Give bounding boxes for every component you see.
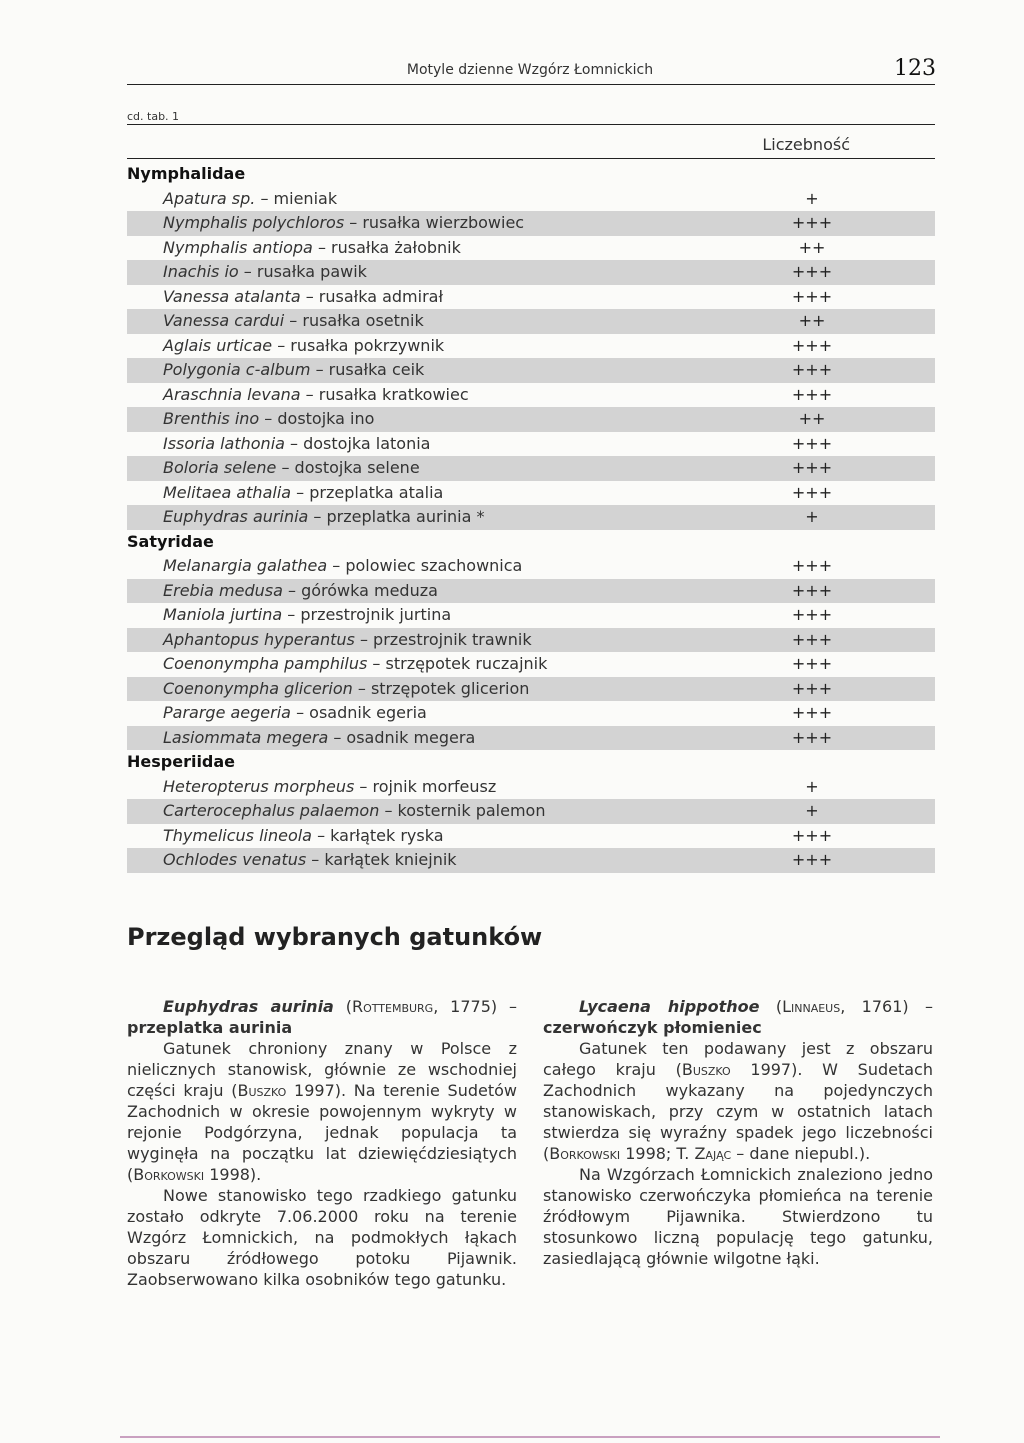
species-name <box>163 628 532 653</box>
right-paragraph-1 <box>543 1038 933 1164</box>
species-latin-name: Araschnia levana <box>163 384 301 404</box>
species-name <box>163 432 430 457</box>
species-latin-name: Ochlodes venatus <box>163 850 307 869</box>
name-separator: – <box>354 629 374 649</box>
text-span: 1997). Na terenie Sudetów Zachodnich w okresie powojennym wykryty w rejonie Podgórzyna, jednak populacja ta wyginęła na początku lat dziewięćdziesiątych ( <box>127 1081 518 1184</box>
abundance-value: +++ <box>791 654 833 673</box>
species-name <box>163 187 337 212</box>
species-latin-name: Melanargia galathea <box>163 556 328 575</box>
name-separator: – <box>284 433 304 453</box>
name-separator: – <box>259 409 278 428</box>
species-polish-name: przeplatka aurinia * <box>326 507 485 526</box>
species-polish: przeplatka aurinia <box>127 1018 293 1037</box>
author-year: , 1775) – <box>433 997 518 1016</box>
species-polish-name: przestrojnik jurtina <box>300 605 452 624</box>
name-separator: – <box>300 286 319 306</box>
name-separator: – <box>379 801 398 820</box>
species-row <box>127 383 935 408</box>
right-paragraph-2: Na Wzgórzach Łomnickich znaleziono jedno stanowisko czerwończyka płomieńca na terenie źródłowym Pijawnika. Stwierdzono tu stosunkowo liczną populację tego gatunku, zasiedlającą głównie wilgotne łąki. <box>543 1165 933 1268</box>
abundance-value: +++ <box>791 703 833 722</box>
species-name <box>163 603 451 628</box>
name-separator: – <box>276 458 295 477</box>
species-latin-name: Carterocephalus palaemon <box>163 801 380 820</box>
citation-author: Buszko <box>681 1060 731 1079</box>
abundance-value: ++ <box>798 311 826 330</box>
abundance-value: +++ <box>791 678 833 698</box>
species-row <box>127 848 935 873</box>
abundance-value: + <box>805 507 819 526</box>
citation-author: Borkowski <box>133 1165 205 1184</box>
species-polish: czerwończyk płomieniec <box>543 1018 762 1037</box>
species-latin-name: Thymelicus lineola <box>163 825 312 845</box>
species-name <box>163 481 443 506</box>
species-row <box>127 432 935 457</box>
species-polish-name: strzępotek glicerion <box>370 678 530 698</box>
species-polish-name: górówka meduza <box>301 580 438 600</box>
species-polish-name: rusałka żałobnik <box>331 237 461 257</box>
species-polish-name: mieniak <box>273 188 338 208</box>
abundance-value: +++ <box>791 335 833 355</box>
text-span: 1998). <box>204 1165 262 1184</box>
species-latin-name: Coenonympha pamphilus <box>163 654 368 673</box>
right-column <box>543 996 933 1269</box>
species-latin-name: Boloria selene <box>163 458 277 477</box>
species-polish-name: osadnik megera <box>346 727 476 747</box>
species-polish-name: przeplatka atalia <box>309 482 444 502</box>
species-polish-name: rusałka pokrzywnik <box>290 335 445 355</box>
species-row <box>127 260 935 285</box>
species-polish-name: rojnik morfeusz <box>372 776 497 796</box>
species-row <box>127 652 935 677</box>
species-row <box>127 726 935 751</box>
species-polish-name: przestrojnik trawnik <box>373 629 532 649</box>
left-column <box>127 996 517 1290</box>
abundance-value: + <box>805 188 819 208</box>
name-separator: – <box>354 776 373 796</box>
species-row <box>127 358 935 383</box>
text-span: 1997). W Sudetach Zachodnich wykazany na pojedynczych stanowiskach, przy czym w ostatnich latach stwierdza się wyraźny spadek jego liczebności ( <box>543 1060 933 1163</box>
name-separator: – <box>238 262 257 281</box>
species-name <box>163 456 420 481</box>
species-latin-name: Brenthis ino <box>163 409 260 428</box>
species-name <box>163 554 522 579</box>
citation-author: Borkowski <box>549 1144 621 1163</box>
table-top-rule <box>127 124 935 125</box>
abundance-value: ++ <box>798 237 826 257</box>
citation-author: Zając <box>694 1144 732 1163</box>
text-span: – dane niepubl.). <box>731 1144 871 1163</box>
species-latin-name: Erebia medusa <box>163 580 283 600</box>
species-latin: Euphydras aurinia <box>163 997 334 1016</box>
table-continuation-label: cd. tab. 1 <box>127 110 180 123</box>
species-row <box>127 309 935 334</box>
species-name <box>163 505 485 530</box>
name-separator: – <box>311 825 331 845</box>
family-row <box>127 162 935 187</box>
species-latin-name: Polygonia c-album <box>163 360 311 379</box>
abundance-value: +++ <box>791 727 833 747</box>
name-separator: – <box>255 188 274 208</box>
species-name <box>163 775 496 800</box>
name-separator: – <box>308 507 327 526</box>
abundance-value: +++ <box>791 580 833 600</box>
species-latin-name: Pararge aegeria <box>163 703 291 722</box>
name-separator: – <box>344 213 363 232</box>
abundance-value: ++ <box>798 409 826 428</box>
family-row <box>127 530 935 555</box>
left-column-heading <box>127 996 517 1038</box>
abundance-value: +++ <box>791 850 833 869</box>
table-header-rule <box>127 158 935 159</box>
species-row <box>127 236 935 261</box>
species-row <box>127 677 935 702</box>
species-name <box>163 211 524 236</box>
species-polish-name: rusałka pawik <box>256 262 367 281</box>
author-bracket: ( <box>345 997 352 1016</box>
name-separator: – <box>367 654 386 673</box>
species-row <box>127 456 935 481</box>
species-table <box>127 162 935 873</box>
species-row <box>127 775 935 800</box>
species-polish-name: osadnik egeria <box>309 703 427 722</box>
family-name: Satyridae <box>127 531 214 551</box>
species-row <box>127 505 935 530</box>
citation-author: Buszko <box>237 1081 287 1100</box>
species-latin-name: Coenonympha glicerion <box>163 678 353 698</box>
species-latin-name: Melitaea athalia <box>163 482 292 502</box>
name-separator: – <box>291 482 310 502</box>
species-name <box>163 236 461 261</box>
author-bracket: ( <box>759 997 783 1016</box>
species-latin-name: Nymphalis antiopa <box>163 237 313 257</box>
section-title: Przegląd wybranych gatunków <box>127 923 543 951</box>
species-polish-name: rusałka admirał <box>318 286 443 306</box>
name-separator: – <box>282 605 301 624</box>
species-name <box>163 383 469 408</box>
left-paragraph-2: Nowe stanowisko tego rzadkiego gatunku zostało odkryte 7.06.2000 roku na terenie Wzgórz Łomnickich, na podmokłych łąkach obszaru źródłowego potoku Pijawnik. Zaobserwowano kilka osobników tego gatunku. <box>127 1186 517 1289</box>
left-paragraph-1 <box>127 1038 517 1185</box>
species-latin-name: Vanessa atalanta <box>163 286 301 306</box>
species-latin-name: Aglais urticae <box>163 335 273 355</box>
species-row <box>127 334 935 359</box>
species-polish-name: kosternik palemon <box>397 801 546 820</box>
author-name: Linnaeus <box>782 997 841 1016</box>
species-polish-name: rusałka wierzbowiec <box>362 213 525 232</box>
species-row <box>127 285 935 310</box>
author-year: , 1761) – <box>840 997 933 1016</box>
abundance-value: +++ <box>791 384 833 404</box>
species-row <box>127 579 935 604</box>
column-header-abundance: Liczebność <box>762 135 850 154</box>
name-separator: – <box>312 237 332 257</box>
text-span: 1998; T. <box>620 1144 695 1163</box>
name-separator: – <box>327 556 346 575</box>
name-separator: – <box>290 703 310 722</box>
species-name <box>163 407 374 432</box>
species-name <box>163 726 475 751</box>
text-span: Gatunek ten podawany jest z obszaru całego kraju ( <box>543 1039 933 1079</box>
species-latin-name: Heteropterus morpheus <box>163 776 355 796</box>
species-latin-name: Issoria lathonia <box>163 433 285 453</box>
family-row <box>127 750 935 775</box>
right-column-heading <box>543 996 933 1038</box>
species-name <box>163 358 424 383</box>
name-separator: – <box>306 850 325 869</box>
species-row <box>127 824 935 849</box>
species-polish-name: dostojka selene <box>294 458 420 477</box>
species-polish-name: karłątek kniejnik <box>324 850 457 869</box>
species-latin-name: Nymphalis polychloros <box>163 213 345 232</box>
species-name <box>163 677 529 702</box>
abundance-value: + <box>805 801 819 820</box>
species-latin: Lycaena hippothoe <box>579 997 760 1016</box>
family-name: Nymphalidae <box>127 164 246 183</box>
abundance-value: +++ <box>791 482 833 502</box>
species-row <box>127 701 935 726</box>
species-name <box>163 260 367 285</box>
abundance-value: +++ <box>791 286 833 306</box>
species-latin-name: Vanessa cardui <box>163 311 285 330</box>
running-title: Motyle dzienne Wzgórz Łomnickich <box>406 62 654 78</box>
species-latin-name: Inachis io <box>163 262 239 281</box>
species-name <box>163 848 457 873</box>
species-latin-name: Lasiommata megera <box>163 727 329 747</box>
species-row <box>127 407 935 432</box>
species-row <box>127 603 935 628</box>
name-separator: – <box>300 384 319 404</box>
header-rule <box>127 84 935 85</box>
abundance-value: +++ <box>791 458 833 477</box>
abundance-value: +++ <box>791 360 833 379</box>
species-name <box>163 579 438 604</box>
family-name: Hesperiidae <box>127 752 236 771</box>
abundance-value: +++ <box>791 433 833 453</box>
species-polish-name: rusałka osetnik <box>302 311 424 330</box>
text-span: Gatunek chroniony znany w Polsce z nielicznych stanowisk, głównie ze wschodniej części kraju ( <box>127 1039 517 1100</box>
species-latin-name: Aphantopus hyperantus <box>163 629 355 649</box>
species-polish-name: polowiec szachownica <box>345 556 523 575</box>
species-name <box>163 824 444 849</box>
species-name <box>163 309 424 334</box>
species-latin-name: Apatura sp. <box>163 188 256 208</box>
species-polish-name: karłątek ryska <box>330 825 444 845</box>
page-number: 123 <box>894 56 936 81</box>
abundance-value: +++ <box>791 262 833 281</box>
name-separator: – <box>282 580 302 600</box>
species-latin-name: Maniola jurtina <box>163 605 283 624</box>
species-polish-name: rusałka kratkowiec <box>318 384 469 404</box>
name-separator: – <box>310 360 329 379</box>
species-latin-name: Euphydras aurinia <box>163 507 309 526</box>
abundance-value: +++ <box>791 629 833 649</box>
species-polish-name: strzępotek ruczajnik <box>385 654 548 673</box>
species-row <box>127 211 935 236</box>
species-row <box>127 187 935 212</box>
author-name: Rottemburg <box>351 997 434 1016</box>
abundance-value: +++ <box>791 556 833 575</box>
species-row <box>127 481 935 506</box>
species-row <box>127 628 935 653</box>
name-separator: – <box>328 727 347 747</box>
abundance-value: +++ <box>791 605 833 624</box>
species-polish-name: dostojka ino <box>277 409 375 428</box>
name-separator: – <box>272 335 291 355</box>
abundance-value: + <box>805 776 819 796</box>
species-row <box>127 799 935 824</box>
abundance-value: +++ <box>791 213 833 232</box>
species-polish-name: dostojka latonia <box>303 433 431 453</box>
species-name <box>163 701 427 726</box>
scan-edge-line <box>120 1436 940 1438</box>
name-separator: – <box>352 678 371 698</box>
species-name <box>163 652 547 677</box>
species-row <box>127 554 935 579</box>
name-separator: – <box>284 311 303 330</box>
species-polish-name: rusałka ceik <box>328 360 425 379</box>
species-name <box>163 285 443 310</box>
species-name <box>163 799 545 824</box>
abundance-value: +++ <box>791 825 833 845</box>
species-name <box>163 334 444 359</box>
